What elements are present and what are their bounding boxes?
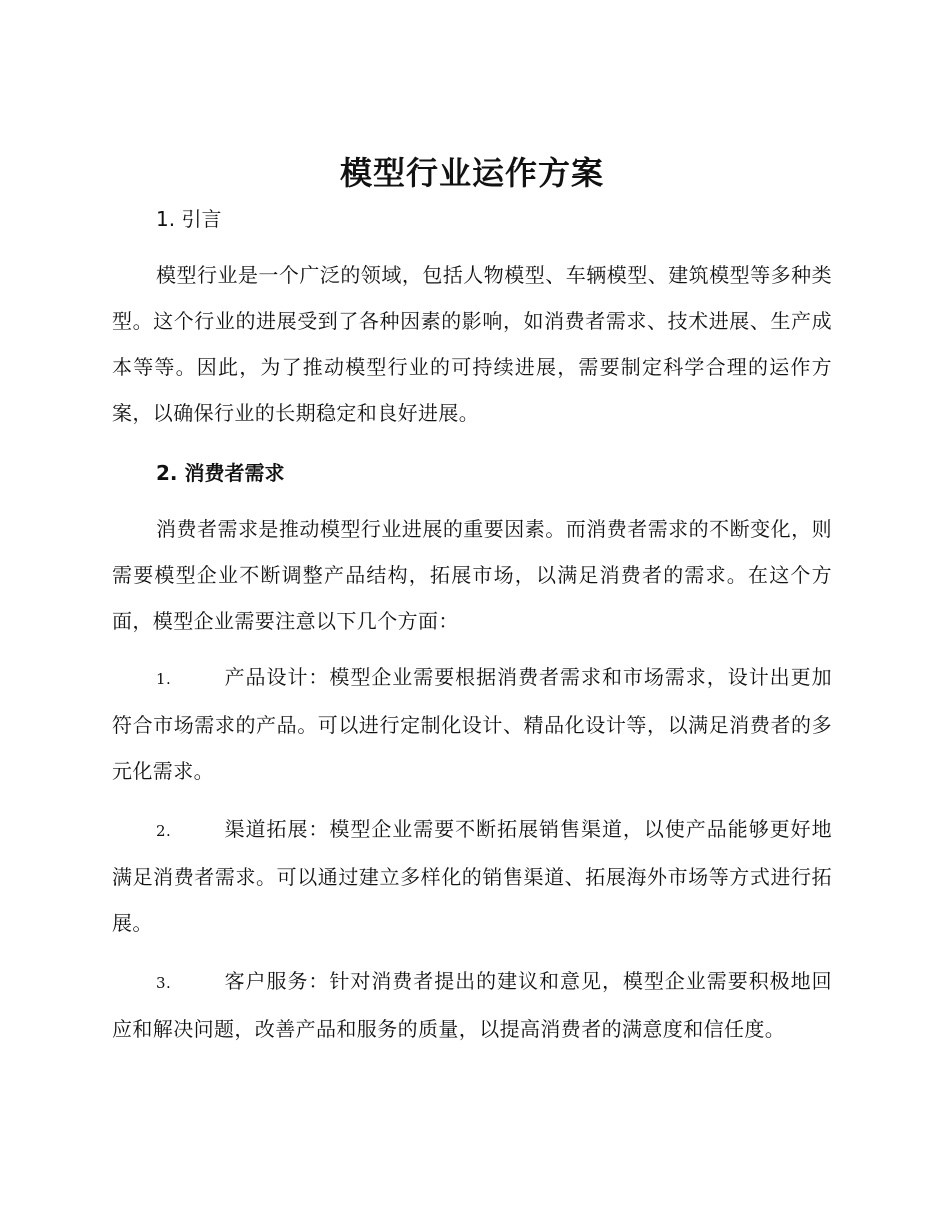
- list-item: [112, 654, 832, 794]
- list-item-text: 客户服务：针对消费者提出的建议和意见，模型企业需要积极地回应和解决问题，改善产品和服务的质量，以提高消费者的满意度和信任度。: [112, 969, 832, 1041]
- list-item-text: 产品设计：模型企业需要根据消费者需求和市场需求，设计出更加符合市场需求的产品。可以进行定制化设计、精品化设计等，以满足消费者的多元化需求。: [112, 665, 832, 783]
- document-title: 模型行业运作方案: [339, 154, 604, 192]
- list-item: [112, 958, 832, 1052]
- section-paragraph: 消费者需求是推动模型行业进展的重要因素。而消费者需求的不断变化，则需要模型企业不断调整产品结构，拓展市场，以满足消费者的需求。在这个方面，模型企业需要注意以下几个方面：: [112, 517, 832, 633]
- list-item: [112, 806, 832, 946]
- section-heading: 2. 消费者需求: [156, 461, 285, 485]
- section-consumer-demand: [112, 458, 832, 1052]
- list-item-number: 3.: [156, 974, 172, 992]
- section-heading: 1. 引言: [156, 207, 222, 231]
- section-introduction: [112, 204, 832, 436]
- list-item-number: 1.: [156, 670, 172, 688]
- list-item-text: 渠道拓展：模型企业需要不断拓展销售渠道，以使产品能够更好地满足消费者需求。可以通过建立多样化的销售渠道、拓展海外市场等方式进行拓展。: [112, 817, 832, 935]
- list-item-number: 2.: [156, 822, 172, 840]
- document-page: [112, 150, 832, 1052]
- section-paragraph: 模型行业是一个广泛的领域，包括人物模型、车辆模型、建筑模型等多种类型。这个行业的进展受到了各种因素的影响，如消费者需求、技术进展、生产成本等等。因此，为了推动模型行业的可持续进展，需要制定科学合理的运作方案，以确保行业的长期稳定和良好进展。: [112, 263, 832, 425]
